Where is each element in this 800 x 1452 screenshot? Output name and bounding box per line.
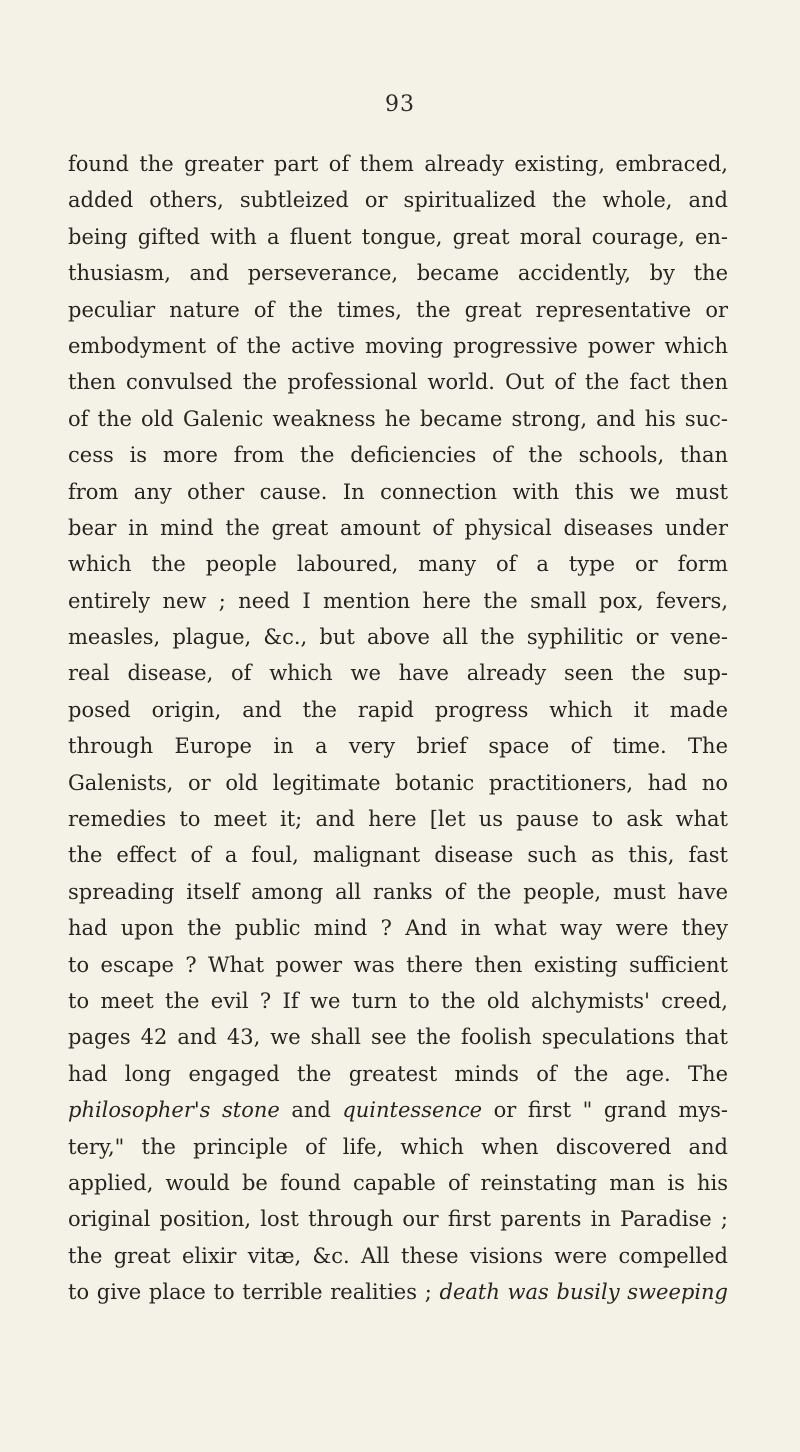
italic-phrase: quintessence (342, 1098, 483, 1123)
text-line: original position, lost through our first parents in Paradise ; (68, 1207, 728, 1232)
text-line: to meet the evil ? If we turn to the old alchymists' creed, (68, 988, 728, 1013)
text-line: spreading itself among all ranks of the people, must have (68, 879, 728, 904)
text-line: real disease, of which we have already seen the sup- (68, 661, 728, 686)
italic-phrase: philosopher's stone (68, 1098, 280, 1123)
text-line: remedies to meet it; and here [let us pause to ask what (68, 807, 728, 832)
text-line: to escape ? What power was there then existing sufficient (68, 952, 728, 977)
italic-phrase: death was busily sweeping (439, 1280, 728, 1305)
text-line: posed origin, and the rapid progress which it made (68, 697, 728, 722)
text-line: bear in mind the great amount of physical diseases under (68, 515, 728, 540)
text-line: through Europe in a very brief space of time. The (68, 734, 728, 759)
text-line: measles, plague, &c., but above all the syphilitic or vene- (68, 625, 728, 650)
text-line: cess is more from the deficiencies of the schools, than (68, 443, 728, 468)
text-line: found the greater part of them already existing, embraced, (68, 152, 728, 176)
text-run: and (279, 1098, 343, 1123)
text-line: embodyment of the active moving progressive power which (68, 333, 728, 358)
text-line: pages 42 and 43, we shall see the foolish speculations that (68, 1025, 728, 1050)
text-line: being gifted with a fluent tongue, great moral courage, en- (68, 224, 728, 249)
text-line: applied, would be found capable of reinstating man is his (68, 1170, 728, 1195)
text-line: which the people laboured, many of a type or form (68, 552, 728, 577)
text-line: from any other cause. In connection with this we must (68, 479, 728, 504)
text-line: the great elixir vitæ, &c. All these visions were compelled (68, 1243, 728, 1268)
text-line-mixed (68, 1274, 728, 1310)
text-line: Galenists, or old legitimate botanic practitioners, had no (68, 770, 728, 795)
text-line-mixed (68, 1092, 728, 1128)
text-line: had upon the public mind ? And in what way were they (68, 916, 728, 941)
text-line: the effect of a foul, malignant disease such as this, fast (68, 843, 728, 868)
text-line: then convulsed the professional world. Out of the fact then (68, 370, 728, 395)
text-line: peculiar nature of the times, the great representative or (68, 297, 728, 322)
text-line: of the old Galenic weakness he became strong, and his suc- (68, 406, 728, 431)
page-number: 93 (385, 92, 415, 117)
text-run: or first " grand mys- (482, 1098, 728, 1123)
text-line: entirely new ; need I mention here the small pox, fevers, (68, 588, 728, 613)
body-text (68, 146, 728, 1311)
text-line: thusiasm, and perseverance, became accidently, by the (68, 261, 728, 286)
text-run: to give place to terrible realities ; (68, 1280, 440, 1305)
text-line: had long engaged the greatest minds of the age. The (68, 1061, 728, 1086)
text-line: added others, subtleized or spiritualized the whole, and (68, 188, 728, 213)
text-line: tery," the principle of life, which when discovered and (68, 1134, 728, 1159)
